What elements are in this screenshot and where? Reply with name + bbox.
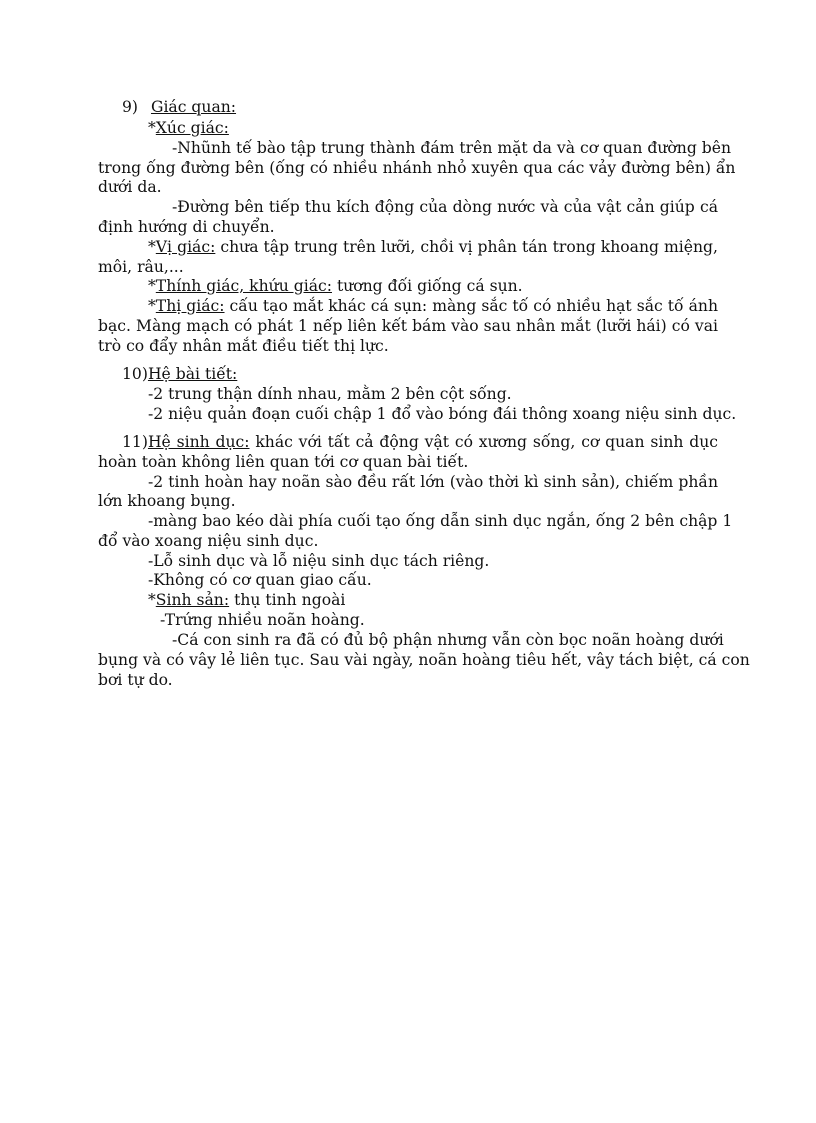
section-11-intro: khác với tất cả động vật có xương sống, cơ quan sinh dục [249, 433, 718, 451]
sinh-san-text: thụ tinh ngoài [229, 591, 346, 609]
vi-giac-line [148, 237, 718, 257]
list-item: -Lỗ sinh dục và lỗ niệu sinh dục tách riêng. [148, 552, 490, 570]
list-item: -2 niệu quản đoạn cuối chập 1 đổ vào bóng đái thông xoang niệu sinh dục. [148, 405, 737, 423]
vi-giac-label: Vị giác: [155, 238, 216, 256]
bullet-marker: * [148, 277, 156, 295]
paragraph-line: trò co đẩy nhân mắt điều tiết thị lực. [98, 337, 389, 355]
list-item: -Không có cơ quan giao cấu. [148, 571, 372, 589]
paragraph-line: đổ vào xoang niệu sinh dục. [98, 532, 319, 550]
sinh-san-line [148, 590, 345, 610]
section-number: 11) [122, 433, 148, 451]
paragraph-line: môi, râu,... [98, 258, 184, 276]
bullet-marker: * [148, 297, 156, 315]
sinh-san-label: Sinh sản: [155, 591, 230, 609]
section-number: 9) [122, 98, 139, 116]
thi-giac-line [148, 296, 718, 316]
list-item: -2 tinh hoàn hay noãn sào đều rất lớn (vào thời kì sinh sản), chiếm phần [148, 473, 718, 491]
section-number: 10) [122, 365, 148, 383]
paragraph-line: lớn khoang bụng. [98, 492, 236, 510]
xuc-giac-label: Xúc giác: [155, 119, 229, 137]
vi-giac-text: chưa tập trung trên lưỡi, chồi vị phân tán trong khoang miệng, [215, 238, 718, 256]
thi-giac-label: Thị giác: [155, 297, 225, 315]
section-title: Giác quan: [150, 98, 237, 116]
thinh-giac-text: tương đối giống cá sụn. [331, 277, 523, 295]
thinh-giac-label: Thính giác, khứu giác: [155, 277, 332, 295]
xuc-giac-heading [148, 118, 229, 138]
paragraph-line: bơi tự do. [98, 671, 173, 689]
bullet-marker: * [148, 591, 156, 609]
paragraph-line: định hướng di chuyển. [98, 218, 275, 236]
paragraph-line: hoàn toàn không liên quan tới cơ quan bài tiết. [98, 453, 469, 471]
section-title: Hệ sinh dục: [147, 433, 250, 451]
paragraph-line: bụng và có vây lẻ liên tục. Sau vài ngày, noãn hoàng tiêu hết, vây tách biệt, cá con [98, 651, 750, 669]
list-item: -2 trung thận dính nhau, mằm 2 bên cột sống. [148, 385, 512, 403]
section-10-heading [122, 364, 237, 384]
section-title: Hệ bài tiết: [147, 365, 238, 383]
list-item: -Trứng nhiều noãn hoàng. [160, 611, 365, 629]
thi-giac-text: cấu tạo mắt khác cá sụn: màng sắc tố có nhiều hạt sắc tố ánh [224, 297, 718, 315]
bullet-marker: * [148, 119, 156, 137]
list-item: -màng bao kéo dài phía cuối tạo ống dẫn sinh dục ngắn, ống 2 bên chập 1 [148, 512, 733, 530]
bullet-marker: * [148, 238, 156, 256]
paragraph-line: bạc. Màng mạch có phát 1 nếp liên kết bám vào sau nhân mắt (lưỡi hái) có vai [98, 317, 718, 335]
section-11-heading [122, 432, 718, 452]
paragraph-line: -Đường bên tiếp thu kích động của dòng nước và của vật cản giúp cá [172, 198, 718, 216]
paragraph-line: -Nhũnh tế bào tập trung thành đám trên mặt da và cơ quan đường bên [172, 139, 732, 157]
paragraph-line: trong ống đường bên (ống có nhiều nhánh nhỏ xuyên qua các vảy đường bên) ẩn [98, 159, 736, 177]
paragraph-line: dưới da. [98, 178, 162, 196]
list-item: -Cá con sinh ra đã có đủ bộ phận nhưng vẫn còn bọc noãn hoàng dưới [172, 631, 724, 649]
section-9-heading [122, 97, 236, 117]
thinh-giac-line [148, 276, 523, 296]
